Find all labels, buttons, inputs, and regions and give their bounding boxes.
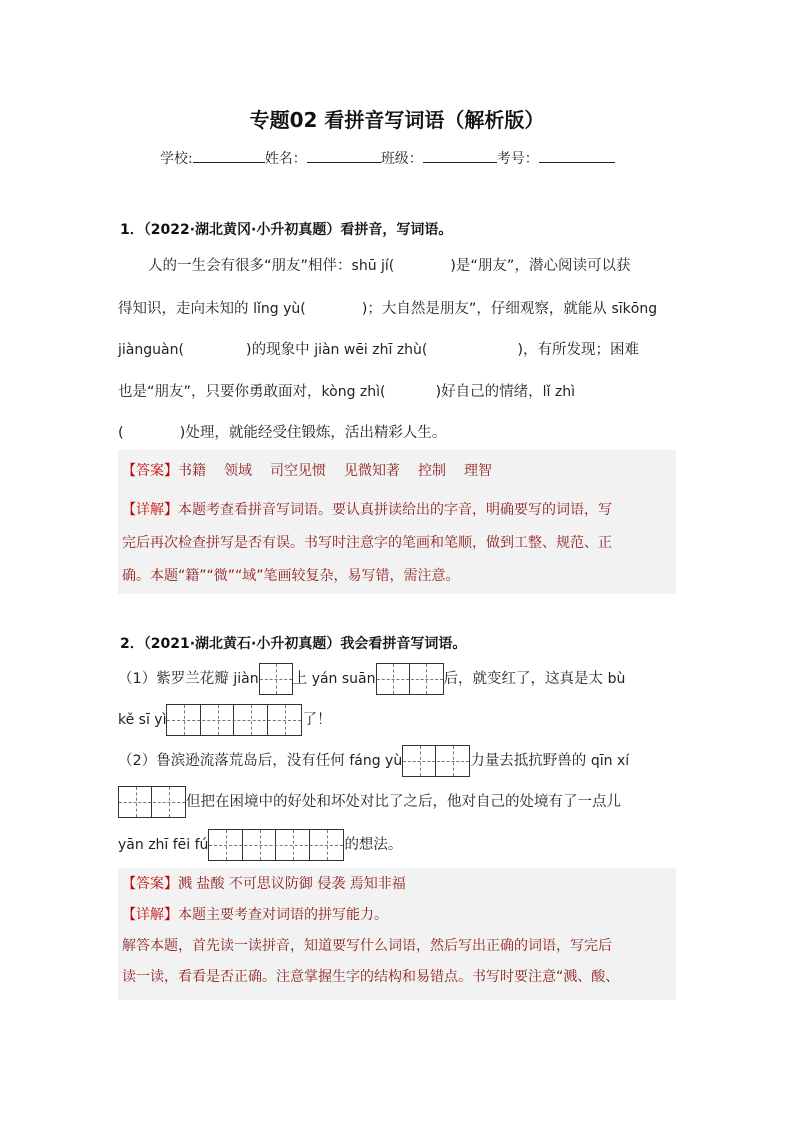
school-blank[interactable] xyxy=(193,148,265,163)
q1-pinyin-4: jiàn wēi zhī zhù( xyxy=(314,342,428,358)
q1-pinyin-3a: sīkōng xyxy=(611,301,658,317)
q2-pinyin-5: qīn xí xyxy=(590,753,630,769)
q1-answer-box xyxy=(118,450,676,594)
q2-pinyin-6: yān zhī fēi fú xyxy=(118,837,209,853)
q1-detail-line-1: 【详解】本题考查看拼音写词语。要认真拼读给出的字音，明确要写的词语，写 xyxy=(122,502,612,518)
q2-title: 2．（2021·湖北黄石·小升初真题）我会看拼音写词语。 xyxy=(120,636,467,652)
name-label: 姓名： xyxy=(264,151,307,167)
q1-pinyin-6: lǐ zhì xyxy=(542,384,576,400)
q1-pinyin-5: kòng zhì( xyxy=(321,384,386,400)
q1-line-3: jiànguàn( )的现象中 jiàn wēi zhī zhù( )，有所发现；困难 xyxy=(118,342,640,358)
q1-line-4: 也是“朋友”，只要你勇敢面对，kòng zhì( )好自己的情绪，lǐ zhì xyxy=(118,384,576,400)
q1-pinyin-1: shū jí( xyxy=(351,258,395,274)
q2-detail-line-1: 解答本题，首先读一读拼音，知道要写什么词语，然后写出正确的词语，写完后 xyxy=(122,938,612,954)
number-blank[interactable] xyxy=(539,148,615,163)
q1-detail-line-2: 完后再次检查拼写是否有误。书写时注意字的笔画和笔顺，做到工整、规范、正 xyxy=(122,535,612,551)
q2-line-2: kě sī yì 了！ xyxy=(118,704,331,736)
student-info-line xyxy=(160,148,615,168)
school-label: 学校: xyxy=(160,151,193,167)
q1-answer-line: 【答案】书籍 领域 司空见惯 见微知著 控制 理智 xyxy=(122,463,492,479)
grid-dashed-guide xyxy=(209,845,343,846)
q1-pinyin-2: lǐng yù( xyxy=(253,301,306,317)
q1-line-5: ( )处理，就能经受住锻炼，活出精彩人生。 xyxy=(118,425,447,441)
q2-pinyin-4: fáng yù xyxy=(349,753,403,769)
q2-line-5: yān zhī fēi fú 的想法。 xyxy=(118,829,402,861)
q1-title: 1．（2022·湖北黄冈·小升初真题）看拼音，写词语。 xyxy=(120,222,453,238)
q1-line-1: 人的一生会有很多“朋友”相伴：shū jí( )是“朋友”，潜心阅读可以获 xyxy=(148,258,631,274)
page-title: 专题02 看拼音写词语（解析版） xyxy=(249,108,545,132)
q2-line-4: 但把在困境中的好处和坏处对比了之后，他对自己的处境有了一点儿 xyxy=(118,786,621,818)
q2-answer-label: 【答案】 xyxy=(122,876,178,892)
grid-dashed-guide xyxy=(167,720,301,721)
q2-pinyin-3a: bù xyxy=(607,671,626,687)
q2-detail-line-0: 【详解】本题主要考查对词语的拼写能力。 xyxy=(122,907,388,923)
grid-dashed-guide xyxy=(119,802,185,803)
q2-answer-line: 【答案】溅 盐酸 不可思议防御 侵袭 焉知非福 xyxy=(122,876,406,892)
q1-answer-label: 【答案】 xyxy=(122,463,178,479)
class-label: 班级： xyxy=(380,151,423,167)
class-blank[interactable] xyxy=(423,148,497,163)
q2-pinyin-3b: kě sī yì xyxy=(118,712,167,728)
q2-detail-line-2: 读一读，看看是否正确。注意掌握生字的结构和易错点。书写时要注意“溅、酸、 xyxy=(122,969,620,985)
writing-grid[interactable] xyxy=(376,663,444,695)
number-label: 考号： xyxy=(496,151,539,167)
q2-detail-label: 【详解】 xyxy=(122,907,178,923)
q2-pinyin-1: jiàn xyxy=(233,671,259,687)
q2-pinyin-2: yán suān xyxy=(311,671,376,687)
q2-answer-box xyxy=(118,868,676,1000)
q2-line-1: （1）紫罗兰花瓣 jiàn 上 yán suān 后，就变红了，这真是太 bù xyxy=(118,663,625,695)
writing-grid[interactable] xyxy=(402,745,470,777)
writing-grid[interactable] xyxy=(259,663,293,695)
q1-detail-label: 【详解】 xyxy=(122,502,178,518)
name-blank[interactable] xyxy=(307,148,381,163)
writing-grid[interactable] xyxy=(166,704,302,736)
q1-line-2: 得知识，走向未知的 lǐng yù( )；大自然是朋友”，仔细观察，就能从 sīkōng xyxy=(118,301,658,317)
writing-grid[interactable] xyxy=(118,786,186,818)
q2-line-3: （2）鲁滨逊流落荒岛后，没有任何 fáng yù 力量去抵抗野兽的 qīn xí xyxy=(118,745,629,777)
q1-detail-line-3: 确。本题“籍”“微”“域”笔画较复杂，易写错，需注意。 xyxy=(122,568,460,584)
grid-dashed-guide xyxy=(260,679,292,680)
q1-pinyin-3b: jiànguàn( xyxy=(118,342,184,358)
writing-grid[interactable] xyxy=(208,829,344,861)
grid-dashed-guide xyxy=(377,679,443,680)
grid-dashed-guide xyxy=(403,761,469,762)
